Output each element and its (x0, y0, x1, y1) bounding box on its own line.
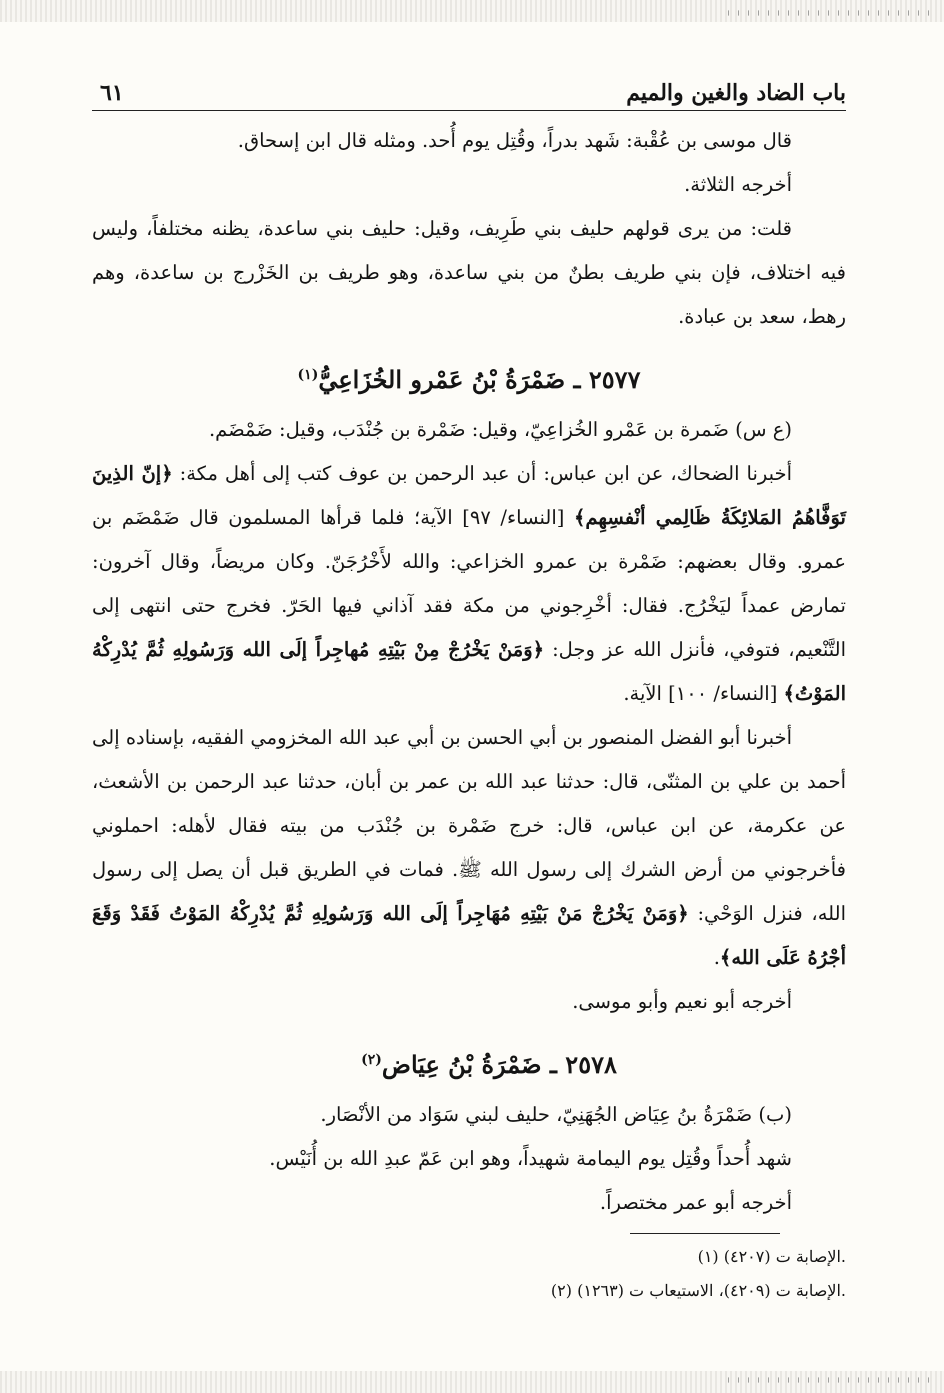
footnote-marker-2: (٢) (361, 1052, 382, 1068)
book-page (92, 62, 846, 1225)
footnote-2: (٢) الإصابة ت (٤٢٠٩)، الاستيعاب ت (١٢٦٣). (550, 1281, 846, 1300)
entry-title-2577: ٢٥٧٧ ـ ضَمْرَةُ بْنُ عَمْرو الخُزَاعِيُّ (318, 365, 641, 394)
text-span: . (713, 946, 720, 969)
entry-2578-line-1: (ب) ضَمْرَةُ بنُ عِيَاض الجُهَنِيّ، حليف لبني سَوَاد من الأنْصَار. (320, 1103, 792, 1126)
page-header (92, 62, 846, 111)
running-title: باب الضاد والغين والميم (626, 80, 846, 106)
page-body (92, 119, 846, 1225)
paragraph-musa: قال موسى بن عُقْبة: شَهد بدراً، وقُتِل يوم أُحد. ومثله قال ابن إسحاق. (237, 129, 792, 152)
footnote-rule (630, 1233, 780, 1234)
entry-title-2578: ٢٥٧٨ ـ ضَمْرَةُ بْنُ عِيَاض (381, 1050, 617, 1079)
text-span: أخبرنا الضحاك، عن ابن عباس: أن عبد الرحمن بن عوف كتب إلى أهل مكة: (172, 462, 792, 485)
footnote-1: (١) الإصابة ت (٤٢٠٧). (697, 1247, 846, 1266)
text-span: [النساء/ ٩٧] الآية؛ فلما قرأها المسلمون قال ضَمْضَم بن عمرو. وقال بعضهم: ضَمْرة بن عمرو الخزاعي: والله لأَخْرُجَنّ. وكان مريضاً، وقال آخرون: تمارض عمداً ليَخْرُج. فقال: أخْرِجوني من مكة فقد آذاني فيها الحَرّ. فخرج حتى انتهى إلى التَّنْعيم، فتوفي، فأنزل الله عز وجل: (92, 506, 846, 661)
entry-2577-paragraph-1 (92, 452, 846, 716)
ornamental-border-bottom (728, 1373, 938, 1387)
entry-heading-2577 (92, 349, 846, 406)
entry-2578-line-3: أخرجه أبو عمر مختصراً. (599, 1191, 792, 1214)
entry-heading-2578 (92, 1034, 846, 1091)
paragraph-akhrajahu-thalatha: أخرجه الثلاثة. (684, 173, 792, 196)
ornamental-border-top (728, 6, 938, 20)
entry-2578-line-2: شهد أُحداً وقُتِل يوم اليمامة شهيداً، وهو ابن عَمّ عبدِ الله بن أُنَيْس. (269, 1147, 792, 1170)
quran-verse: ﴿وَمَنْ يَخْرُجْ مَنْ بَيْتِهِ مُهَاجِراً إلَى الله وَرَسُولِهِ ثُمَّ يُدْرِكْهُ المَوْتُ فَقَدْ وَقَعَ أجْرُهُ عَلَى الله﴾ (92, 902, 846, 969)
page-number: ٦١ (100, 80, 124, 106)
text-span: أخبرنا أبو الفضل المنصور بن أبي الحسن بن أبي عبد الله المخزومي الفقيه، بإسناده إلى أحمد بن علي بن المثنّى، قال: حدثنا عبد الله بن عمر بن أبان، حدثنا عبد الرحمن بن الأشعث، عن عكرمة، عن ابن عباس، قال: خرج ضَمْرة بن جُنْدَب من بيته فقال لأهله: احملوني فأخرجوني من أرض الشرك إلى رسول الله ﷺ. فمات في الطريق قبل أن يصل إلى رسول الله، فنزل الوَحْي: (92, 726, 846, 925)
quran-verse: ﴿وَمَنْ يَخْرُجْ مِنْ بَيْتِهِ مُهاجِراً إلَى الله وَرَسُولِهِ ثُمَّ يُدْرِكْهُ المَوْتُ﴾ (92, 638, 846, 705)
entry-2577-paragraph-2 (92, 716, 846, 980)
entry-2577-intro: (ع س) ضَمرة بن عَمْرو الخُزاعِيّ، وقيل: ضَمْرة بن جُنْدَب، وقيل: ضَمْضَم. (208, 418, 792, 441)
text-span: [النساء/ ١٠٠] الآية. (623, 682, 784, 705)
entry-2577-closing: أخرجه أبو نعيم وأبو موسى. (572, 990, 792, 1013)
footnote-marker-1: (١) (297, 367, 319, 383)
quran-verse: ﴿إنّ الذِينَ تَوَفَّاهُمُ المَلائِكَةُ ظَالِمي أنْفسِهِم﴾ (92, 462, 846, 529)
paragraph-qultu: قلت: من يرى قولهم حليف بني طَرِيف، وقيل: حليف بني ساعدة، يظنه مختلفاً، وليس فيه اختلاف، فإن بني طريف بطنٌ من بني ساعدة، وهو طريف بن الخَزْرج بن ساعدة، وهم رهط، سعد بن عبادة. (92, 217, 846, 328)
footnotes (92, 1240, 846, 1308)
